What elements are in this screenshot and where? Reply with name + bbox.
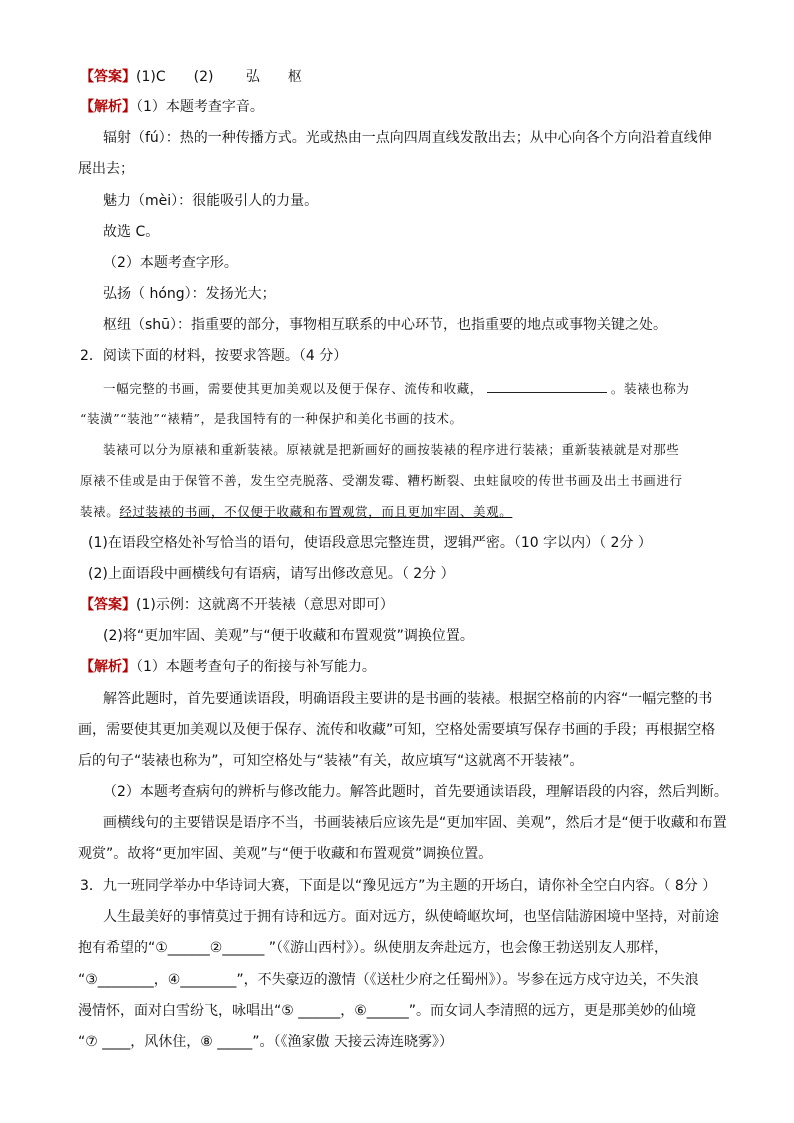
paragraph-line: 抱有希望的“①______②______ ”（《游山西村》）。纵使朋友奔赴远方，也会像王勃送别友人那样， <box>78 940 669 956</box>
material-text: 装裱。 <box>80 504 120 519</box>
paragraph-line: 观赏”。故将“更加牢固、美观”与“便于收藏和布置观赏”调换位置。 <box>78 846 493 862</box>
paragraph-line: 画横线句的主要错误是语序不当，书画装裱后应该先是“更加牢固、美观”，然后才是“便于收藏和布置 <box>103 815 727 831</box>
paragraph-line: 解答此题时，首先要通读语段，明确语段主要讲的是书画的装裱。根据空格前的内容“一幅完整的书 <box>103 691 713 707</box>
answer-text: (1)示例：这就离不开装裱（意思对即可） <box>136 597 394 613</box>
paragraph-line: 枢纽（shū）：指重要的部分，事物相互联系的中心环节，也指重要的地点或事物关键之处。 <box>103 317 668 333</box>
explanation-intro: （1）本题考查字音。 <box>136 99 264 115</box>
material-line: “装潢”“装池”“裱精”，是我国特有的一种保护和美化书画的技术。 <box>80 411 463 426</box>
q2-explanation-line <box>80 657 376 677</box>
material-line: 装裱可以分为原裱和重新装裱。原裱就是把新画好的画按装裱的程序进行装裱；重新装裱就是对那些 <box>103 442 680 457</box>
q1-answer-line <box>80 67 302 87</box>
q1-explanation-line <box>80 97 264 117</box>
question-3-title: 3．九一班同学举办中华诗词大赛，下面是以“豫见远方”为主题的开场白，请你补全空白内容。（ 8分 ） <box>80 878 717 894</box>
paragraph-line: 后的句子“装裱也称为”，可知空格处与“装裱”有关，故应填写“这就离不开装裱”。 <box>78 753 584 769</box>
fill-blank <box>487 378 607 393</box>
q2-answer-line <box>80 595 394 615</box>
paragraph-line: 故选 C。 <box>103 224 160 240</box>
paragraph-line: 展出去； <box>78 161 134 177</box>
answer-text: (1)C (2) 弘 枢 <box>136 69 302 85</box>
underlined-sentence: 经过装裱的书画，不仅便于收藏和布置观赏，而且更加牢固、美观。 <box>119 504 513 519</box>
material-line: 原裱不佳或是由于保管不善，发生空壳脱落、受潮发霉、糟朽断裂、虫蛀鼠咬的传世书画及出土书画进行 <box>80 473 683 488</box>
paragraph-line: 弘扬（ hóng）：发扬光大； <box>103 286 276 302</box>
paragraph-line: 辐射（fú）：热的一种传播方式。光或热由一点向四周直线发散出去；从中心向各个方向沿着直线伸 <box>103 130 712 146</box>
material-line <box>103 378 690 399</box>
answer-line-2: (2)将“更加牢固、美观”与“便于收藏和布置观赏”调换位置。 <box>103 628 474 644</box>
explanation-tag: 【解析】 <box>80 99 136 115</box>
explanation-tag: 【解析】 <box>80 659 136 675</box>
requirement-2: (2)上面语段中画横线句有语病，请写出修改意见。（ 2分 ） <box>88 566 455 582</box>
paragraph-line: 人生最美好的事情莫过于拥有诗和远方。面对远方，纵使崎岖坎坷，也坚信陆游困境中坚持，对前途 <box>103 909 719 925</box>
requirement-1: (1)在语段空格处补写恰当的语句，使语段意思完整连贯，逻辑严密。（10 字以内）（ 2分 ） <box>88 535 652 551</box>
question-2-title: 2．阅读下面的材料，按要求答题。（4 分） <box>80 348 348 364</box>
paragraph-line: “⑦ ____，风休住，⑧ _____”。（《渔家傲 天接云涛连晓雾》） <box>78 1034 453 1050</box>
paragraph-line: （2）本题考查字形。 <box>103 255 238 271</box>
paragraph-line: “③________，④________”，不失豪迈的激情（《送杜少府之任蜀州》）。岑参在远方戍守边关，不失浪 <box>78 972 699 988</box>
answer-tag: 【答案】 <box>80 69 136 85</box>
material-text: 。装裱也称为 <box>610 381 690 396</box>
explanation-intro: （1）本题考查句子的衔接与补写能力。 <box>136 659 376 675</box>
answer-tag: 【答案】 <box>80 597 136 613</box>
paragraph-line: 画，需要使其更加美观以及便于保存、流传和收藏”可知，空格处需要填写保存书画的手段；再根据空格 <box>78 722 716 738</box>
material-line <box>80 502 512 522</box>
paragraph-line: 漫情怀，面对白雪纷飞，咏唱出“⑤ ______，⑥______”。而女词人李清照的远方，更是那美妙的仙境 <box>78 1003 697 1019</box>
paragraph-line: 魅力（mèi）：很能吸引人的力量。 <box>103 193 319 209</box>
paragraph-line: （2）本题考查病句的辨析与修改能力。解答此题时，首先要通读语段，理解语段的内容，然后判断。 <box>103 784 728 800</box>
material-text: 一幅完整的书画，需要使其更加美观以及便于保存、流传和收藏， <box>103 381 483 396</box>
